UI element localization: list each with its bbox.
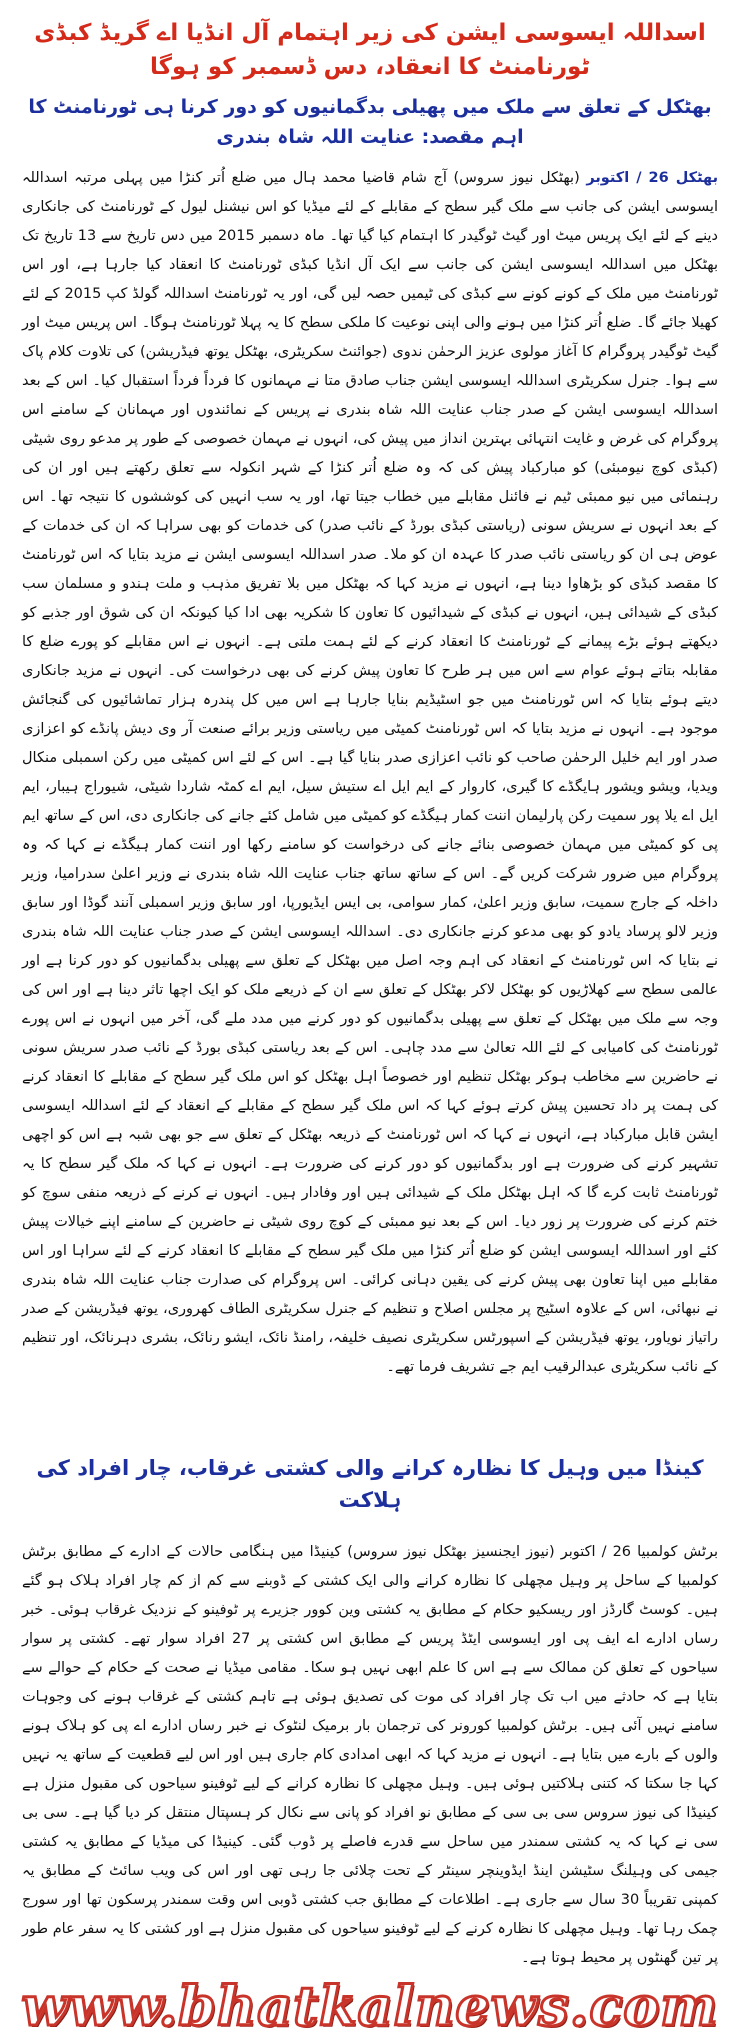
article2-body [22, 1538, 718, 1973]
article2-headline: کینڈا میں وہیل کا نظارہ کرانے والی کشتی غرقاب، چار افراد کی ہلاکت [36, 1456, 704, 1512]
article2-dateline: برٹش کولمبیا 26 / اکتوبر [560, 1544, 719, 1560]
article1-body-text: (بھٹکل نیوز سروس) آج شام قاضیا محمد ہال میں ضلع اُتر کنڑا میں پہلی مرتبہ اسداللہ ایسوسی ایشن کی جانب سے ملک گیر سطح کے مقابلے کے لئے میڈیا کو اس نیشنل لیول کے ٹورنامنٹ کی جانکاری دینے کے لئے ایک پریس میٹ اور گیٹ ٹوگیدر کا اہتمام کیا گیا تھا۔ ماہ دسمبر 2015 میں دس تاریخ سے 13 تاریخ تک بھٹکل میں اسداللہ ایسوسی ایشن کی جانب سے ایک آل انڈیا کبڈی ٹورنامنٹ کا انعقاد کیا جارہا ہے، اور اس ٹورنامنٹ میں ملک کے کونے کونے سے کبڈی کی ٹیمیں حصہ لیں گی، اور یہ ٹورنامنٹ اسداللہ گولڈ کپ 2015 کے لئے کھیلا جائے گا۔ ضلع اُتر کنڑا میں ہونے والی اپنی نوعیت کا ملکی سطح کا یہ پہلا ٹورنامنٹ ہوگا۔ اس پریس میٹ اور گیٹ ٹوگیدر پروگرام کا آغاز مولوی عزیز الرحمٰن ندوی (جوائنٹ سکریٹری، بھٹکل یوتھ فیڈریشن) کی تلاوت کلام پاک سے ہوا۔ جنرل سکریٹری اسداللہ ایسوسی ایشن جناب صادق متا نے مہمانوں کا فرداً فرداً استقبال کیا۔ اس کے بعد اسداللہ ایسوسی ایشن کے صدر جناب عنایت اللہ شاہ بندری نے پریس کے نمائندوں اور مہمانان کے سامنے اس پروگرام کی غرض و غایت انتہائی بہترین انداز میں پیش کی، انہوں نے مہمان خصوصی کے طور پر مدعو روی شیٹی (کبڈی کوچ نیومبئی) کو مبارکباد پیش کی کہ وہ ضلع اُتر کنڑا کے شہر انکولہ سے تعلق رکھتے ہیں اور ان کی رہنمائی میں نیو ممبئی ٹیم نے فائنل مقابلے میں خطاب جیتا تھا، اور یہ سب انہیں کی کوششوں کا نتیجہ تھا۔ اس کے بعد انہوں نے سریش سونی (ریاستی کبڈی بورڈ کے نائب صدر) کی خدمات کو بھی سراہا کہ ان کی خدمات کے عوض ہی ان کو ریاستی نائب صدر کا عہدہ ان کو ملا۔ صدر اسداللہ ایسوسی ایشن نے مزید بتایا کہ اس ٹورنامنٹ کا مقصد کبڈی کو بڑھاوا دینا ہے، انہوں نے مزید کہا کہ بھٹکل میں بلا تفریق مذہب و ملت ہندو و مسلمان سب کبڈی کے شیدائی ہیں، انہوں نے کبڈی کے شیدائیوں کا تعاون کا شکریہ بھی ادا کیا کیونکہ ان کی شوق اور جذبے کو دیکھتے ہوئے بڑے پیمانے کے ٹورنامنٹ کا انعقاد کرنے کے لئے ہمت ملتی ہے۔ انہوں نے اس مقابلے کو پورے ضلع کا مقابلہ بتاتے ہوئے عوام سے اس میں ہر طرح کا تعاون پیش کرنے کی بھی درخواست کی۔ انہوں نے مزید جانکاری دیتے ہوئے بتایا کہ اس ٹورنامنٹ میں جو اسٹیڈیم بنایا جارہا ہے اس میں کل پندرہ ہزار تماشائیوں کی گنجائش موجود ہے۔ انہوں نے مزید بتایا کہ اس ٹورنامنٹ کمیٹی میں ریاستی وزیر برائے صنعت آر وی دیش پانڈے کو اعزازی صدر اور ایم خلیل الرحمٰن صاحب کو نائب اعزازی صدر بنایا گیا ہے۔ اس کے لئے اس کمیٹی میں رکن اسمبلی منکال ویدیا، ویشو ویشور ہایگڈے کا گیری، کاروار کے ایم ایل اے ستیش سیل، ایم اے کمٹہ شاردا شیٹی، شیوراج ہیبار، ایم ایل اے یلا پور سمیت رکن پارلیمان اننت کمار ہیگڈے کو کمیٹی میں شامل کئے جانے کی جانکاری دی، اس کے ساتھ ایم پی کو کمیٹی میں مہمان خصوصی بنائے جانے کی درخواست کو سامنے رکھا اور اننت کمار ہیگڈے نے کہا کہ وہ پروگرام میں ضرور شرکت کریں گے۔ اس کے ساتھ ساتھ جناب عنایت اللہ شاہ بندری نے وزیر اعلیٰ سدرامیا، وزیر داخلہ کے جارج سمیت، سابق وزیر اعلیٰ، کمار سوامی، بی ایس ایڈیورپا، اور سابق وزیر اسمبلی آنند گوڈا اور سابق وزیر لالو پرساد یادو کو بھی مدعو کرنے جانکاری دی۔ اسداللہ ایسوسی ایشن کے صدر جناب عنایت اللہ شاہ بندری نے بتایا کہ اس ٹورنامنٹ کے انعقاد کی اہم وجہ اصل میں بھٹکل کے تعلق سے پھیلی بدگمانیوں کو دور کرنا ہے اور عالمی سطح سے کھلاڑیوں کو بھٹکل لاکر بھٹکل کے تعلق سے ان کے ذریعے ملک کو ایک اچھا تاثر دینا ہے اور اس کی وجہ سے ملک میں بھٹکل کے تعلق سے پھیلی بدگمانیوں کو دور کرنے میں مدد ملے گی، آخر میں انہوں نے اس پورے ٹورنامنٹ کی کامیابی کے لئے اللہ تعالیٰ سے مدد چاہی۔ اس کے بعد ریاستی کبڈی بورڈ کے نائب صدر سریش سونی نے حاضرین سے مخاطب ہوکر بھٹکل تنظیم اور خصوصاً اہل بھٹکل کو اس ملک گیر سطح کے مقابلے کا انعقاد کرنے کی ہمت پر داد تحسین پیش کرتے ہوئے کہا کہ اس ملک گیر سطح کے مقابلے کے انعقاد کے لئے اسداللہ ایسوسی ایشن قابل مبارکباد ہے، انہوں نے کہا کہ اس ٹورنامنٹ کے ذریعہ بھٹکل کے تعلق سے جو بھی شبہ ہے اس کو اچھی تشہیر کرنے کی ضرورت ہے اور بدگمانیوں کو دور کرنے کی ضرورت ہے۔ انہوں نے کہا کہ ملک گیر سطح کا یہ ٹورنامنٹ ثابت کرے گا کہ اہل بھٹکل ملک کے شیدائی ہیں اور وفادار ہیں۔ انہوں نے کرنے کے ذریعہ منفی سوچ کو ختم کرنے کی ضرورت پر زور دیا۔ اس کے بعد نیو ممبئی کے کوچ روی شیٹی نے حاضرین کے سامنے اپنے خیالات پیش کئے اور اسداللہ ایسوسی ایشن کو ضلع اُتر کنڑا میں ملک گیر سطح کے مقابلے کا انعقاد کرنے کے لئے سراہا اور اس مقابلے میں اپنا تعاون بھی پیش کرنے کی یقین دہانی کرائی۔ اس پروگرام کی صدارت جناب عنایت اللہ شاہ بندری نے نبھائی، اس کے علاوہ اسٹیج پر مجلس اصلاح و تنظیم کے جنرل سکریٹری الطاف کھروری، یوتھ فیڈریشن کے صدر راتیاز نویاور، یوتھ فیڈریشن کے اسپورٹس سکریٹری نصیف خلیفہ، رامنڈ نائک، ایشو رنائک، بشری دہرنائک، اور تنظیم کے نائب سکریٹری عبدالرقیب ایم جے تشریف فرما تھے۔ [22, 170, 718, 1375]
article1-subheadline: بھٹکل کے تعلق سے ملک میں پھیلی بدگمانیوں کو دور کرنا ہی ٹورنامنٹ کا اہم مقصد: عنایت اللہ شاہ بندری [28, 96, 712, 148]
article1-dateline: بھٹکل 26 / اکتوبر [586, 170, 719, 186]
article1-headline: اسداللہ ایسوسی ایشن کی زیر اہتمام آل انڈیا اے گریڈ کبڈی ٹورنامنٹ کا انعقاد، دس ڈسمبر کو ہوگا [34, 20, 706, 80]
site-watermark: www.bhatkalnews.com [21, 1974, 719, 2038]
article1-body [22, 164, 718, 1382]
article2-body-text: (نیوز ایجنسیز بھٹکل نیوز سروس) کینیڈا میں ہنگامی حالات کے ادارے کے مطابق برٹش کولمبیا کے ساحل پر وہیل مچھلی کا نظارہ کرانے والی ایک کشتی کے ڈوبنے سے کم از کم چار افراد ہلاک ہو گئے ہیں۔ کوسٹ گارڈز اور ریسکیو حکام کے مطابق یہ کشتی وین کوور جزیرے پر ٹوفینو کے نزدیک غرقاب ہوئی۔ خبر رساں ادارے اے ایف پی اور ایسوسی ایٹڈ پریس کے مطابق اس کشتی پر 27 افراد سوار تھے۔ کشتی پر سوار سیاحوں کے تعلق کن ممالک سے ہے اس کا علم ابھی نہیں ہو سکا۔ مقامی میڈیا نے صحت کے حکام کے حوالے سے بتایا ہے کہ حادثے میں اب تک چار افراد کی موت کی تصدیق ہوئی ہے تاہم کشتی کے غرقاب ہونے کی وجوہات سامنے نہیں آئی ہیں۔ برٹش کولمبیا کورونر کی ترجمان بار برمیک لنٹوک نے خبر رساں ادارے اے پی کو ہلاک ہونے والوں کے بارے میں بتایا ہے۔ انہوں نے مزید کہا کہ ابھی امدادی کام جاری ہیں اور اس لیے قطعیت کے ساتھ یہ نہیں کہا جا سکتا کہ کتنی ہلاکتیں ہوئی ہیں۔ وہیل مچھلی کا نظارہ کرانے کے لیے ٹوفینو سیاحوں کی مقبول منزل ہے کینیڈا کی نیوز سروس سی بی سی کے مطابق نو افراد کو پانی سے نکال کر ہسپتال منتقل کر دیا گیا ہے۔ سی بی سی نے کہا کہ یہ کشتی سمندر میں ساحل سے قدرے فاصلے پر ڈوب گئی۔ کینیڈا کی میڈیا کے مطابق یہ کشتی جیمی کی وہیلنگ سٹیشن اینڈ ایڈوینچر سینٹر کے تحت چلائی جا رہی تھی اور اس کی ویب سائٹ کے مطابق یہ کمپنی تقریباً 30 سال سے جاری ہے۔ اطلاعات کے مطابق جب کشتی ڈوبی اس وقت سمندر پرسکون تھا اور سورج چمک رہا تھا۔ وہیل مچھلی کا نظارہ کرنے کے لیے ٹوفینو سیاحوں کی مقبول منزل ہے اور کشتی کا یہ سفر عام طور پر تین گھنٹوں پر محیط ہوتا ہے۔ [22, 1544, 718, 1966]
